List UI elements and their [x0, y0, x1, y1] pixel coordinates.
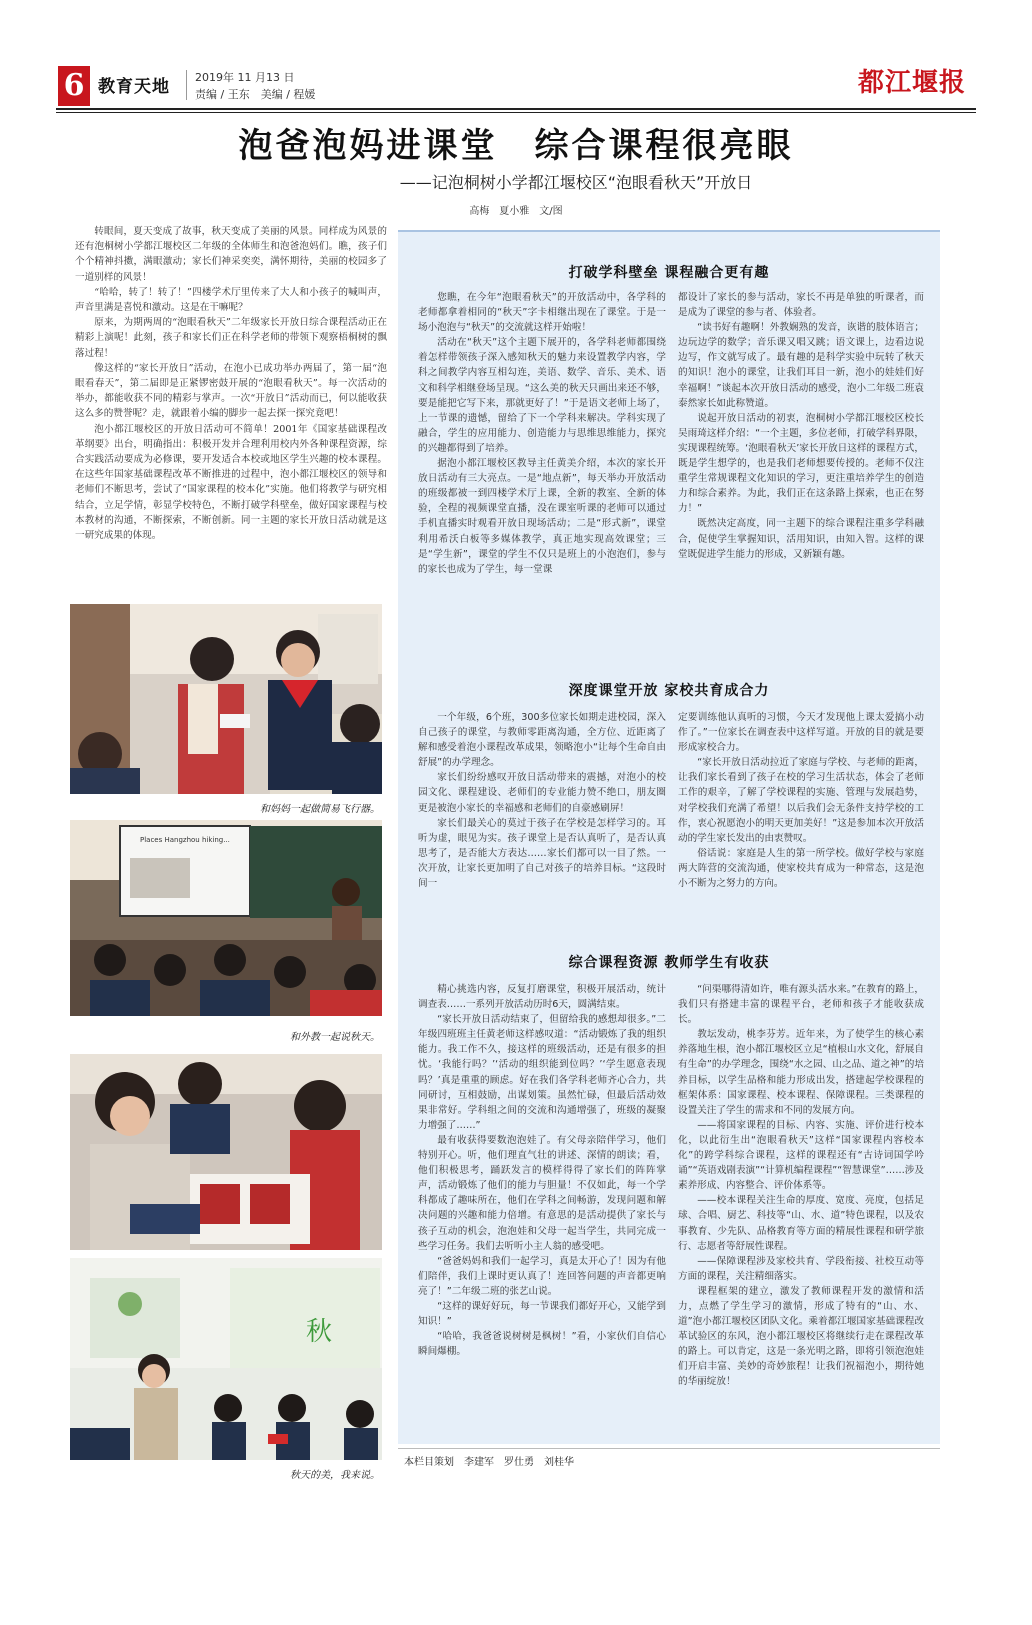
section-paragraph: “家长开放日活动结束了，但留给我的感想却很多。”二年级四班班主任黄老师这样感叹道：“活动锻炼了我的组织能力。我工作不久，接这样的班级活动，还是有很多的担忧。‘我能行吗？’‘活动的组织能到位吗？’‘学生愿意表现吗？’真是重重的顾虑。好在我们各学科老师齐心合力，共同研讨，互相鼓励，出谋划策。虽然忙碌，但最后活动效果非常好。学科组之间的交流和沟通增强了，班级的凝聚力增强了……” [418, 1014, 666, 1131]
section-paragraph: 最有收获得要数泡泡娃了。有父母亲陪伴学习，他们特别开心。听，他们理直气壮的讲述、深情的朗读；看，他们积极思考，踊跃发言的模样得得了家长们的阵阵掌声，活动锻炼了他们的能力与胆量！不仅如此，每一个学科都成了趣味所在，他们在学科之间畅游，发现问题和解决问题的兴趣和能力倍增。有意思的是活动提供了家长与孩子互动的机会，泡泡娃和父母一起当学生，共同完成一些学习任务。我们去听听小主人翁的感受吧。 [418, 1134, 666, 1252]
header-rule [56, 108, 976, 110]
section-paragraph: 课程框架的建立，激发了教师课程开发的激情和活力，点燃了学生学习的激情，形成了特有的“山、水、道”泡小都江堰校区团队文化。乘着都江堰国家基础课程改革试验区的东风，泡小都江堰校区将继续行走在课程改革的路上。可以肯定，这是一条光明之路，即将引领泡泡娃们开启丰富、美妙的奇妙旅程！让我们祝福泡小，期待她的华丽绽放！ [678, 1285, 924, 1388]
section-paragraph: 都设计了家长的参与活动，家长不再是单独的听课者，而是成为了课堂的参与者、体验者。 [678, 292, 924, 319]
section-paragraph: 精心挑选内容，反复打磨课堂，积极开展活动，统计调查表……一系列开放活动历时6天，圆满结束。 [418, 984, 666, 1011]
section-paragraph: 活动在“秋天”这个主题下展开的，各学科老师都围绕着怎样带领孩子深入感知秋天的魅力来设置教学内容，学科之间教学内容互相勾连，美语、数学、音乐、美术、语文和科学相继登场呈现。“这么美的秋天只画出来还不够，要是能把它写下来，那就更好了！”于是语文老师上场了，上一节课的遗憾，留给了下一个学科来解决。学科实现了融合，学生的应用能力、创造能力与思维思维能力，探究的兴趣都得到了培养。 [418, 337, 666, 454]
section-paragraph: “家长开放日活动拉近了家庭与学校、与老师的距离，让我们家长看到了孩子在校的学习生活状态，体会了老师工作的艰辛，了解了学校课程的实施、管理与发展趋势，对学校我们充满了希望！以后我们会无条件支持学校的工作，衷心祝愿泡小的明天更加美好！”这是参加本次开放活动的学生家长发出的由衷赞叹。 [678, 757, 924, 844]
photo-foreign-teacher [70, 820, 382, 1016]
section-paragraph: 家长们纷纷感叹开放日活动带来的震撼，对泡小的校园文化、课程建设、老师们的专业能力赞不绝口，朋友圈更是被泡小家长的幸福感和老师们的自豪感刷屏！ [418, 772, 666, 814]
section-paragraph: 据泡小都江堰校区教导主任黄美介绍，本次的家长开放日活动有三大亮点。一是“地点新”，每天举办开放活动的班级都被一到四楼学术厅上课，全新的教室、全新的体验，全程的视频课堂直播，没在课室听课的老师可以通过手机直播实时观看开放日现场活动；二是“形式新”，课堂利用希沃白板等多媒体教学，真正地实现高效课堂；三是“学生新”，课堂的学生不仅只是班上的小泡泡们，参与的家长也成为了学生，每一堂课 [418, 458, 666, 575]
section-paragraph: 一个年级，6个班，300多位家长如期走进校园，深入自己孩子的课堂，与教师零距离沟通，全方位、近距离了解和感受着泡小课程改革成果，领略泡小“让每个生命自由舒展”的办学理念。 [418, 712, 666, 769]
photo-paper-plane [70, 604, 382, 794]
section-heading-3: 综合课程资源 教师学生有收获 [568, 955, 770, 971]
header-rule-thin [56, 112, 976, 113]
section-3-right-column [678, 982, 924, 1390]
section-paragraph: ——将国家课程的目标、内容、实施、评价进行校本化，以此衍生出“泡眼看秋天”这样“国家课程内容校本化”的跨学科综合课程，这样的课程还有“古诗词国学吟诵”“英语戏剧表演”“计算机编程课程”“智慧课堂”……涉及素养形成、内容整合、评价体系等。 [678, 1119, 924, 1192]
section-2-right-column [678, 710, 924, 891]
section-heading-2: 深度课堂开放 家校共育成合力 [568, 683, 770, 699]
intro-paragraph: 泡小都江堰校区的开放日活动可不简单！2001年《国家基础课程改革纲要》出台，明确指出：积极开发并合理利用校内外各种课程资源，综合实践活动要成为必修课，要开发适合本校或地区学生兴趣的校本课程。在这些年国家基础课程改革不断推进的过程中，泡小都江堰校区的领导和老师们不断思考，尝试了“国家课程的校本化”实施。他们将教学与研究相结合，立足学情，彰显学校特色，不断打破学科壁垒，做好国家课程与校本教材的沟通，不断探索，不断创新。同一主题的家长开放日活动就是这一研究成果的体现。 [75, 423, 387, 542]
section-paragraph: “哈哈，我爸爸说树树是枫树！”看，小家伙们自信心瞬间爆棚。 [418, 1331, 666, 1358]
section-2-left-column [418, 710, 666, 891]
section-heading-1: 打破学科壁垒 课程融合更有趣 [568, 265, 770, 281]
section-paragraph: 您瞧，在今年“泡眼看秋天”的开放活动中，各学科的老师都拿着相同的“秋天”字卡相继出现在了课堂。于是一场小泡泡与“秋天”的交流就这样开始啦！ [418, 292, 666, 334]
photo-caption: 和外教一起说秋天。 [290, 1032, 380, 1043]
photo-caption: 和妈妈一起做简易飞行器。 [260, 804, 380, 815]
photo-autumn-speech [70, 1258, 382, 1460]
intro-paragraph: 原来，为期两周的“泡眼看秋天”二年级家长开放日综合课程活动正在精彩上演呢！此刻，孩子和家长们正在科学老师的带领下观察梧桐树的飘落过程！ [75, 317, 387, 359]
section-paragraph: “这样的课好好玩，每一节课我们都好开心，又能学到知识！” [418, 1300, 666, 1328]
section-paragraph: 家长们最关心的莫过于孩子在学校是怎样学习的。耳听为虚，眼见为实。孩子课堂上是否认真听了，是否认真思考了，是否能大方表达……家长们都可以一目了然。一次开放，让家长更加明了自己对孩子的培养目标。“这段时间一 [418, 817, 666, 890]
header-divider [186, 70, 187, 100]
intro-paragraph: 像这样的“家长开放日”活动，在泡小已成功举办两届了，第一届“泡眼看春天”，第二届即是正紧锣密鼓开展的“泡眼看秋天”。每一次活动的举办，都能收获不同的精彩与掌声。一次“开放日”活动而已，何以能收获这么多的赞誉呢？走，就跟着小编的脚步一起去探一探究竟吧！ [75, 362, 387, 420]
section-paragraph: 俗话说：家庭是人生的第一所学校。做好学校与家庭两大阵营的交流沟通，使家校共育成为一种常态，这是泡小不断为之努力的方向。 [678, 847, 924, 890]
intro-paragraph: “哈哈，转了！转了！”四楼学术厅里传来了大人和小孩子的喊叫声，声音里满是喜悦和激动。这是在干嘛呢？ [75, 286, 387, 314]
section-paragraph: 说起开放日活动的初衷，泡桐树小学都江堰校区校长吴雨琦这样介绍：“一个主题，多位老师，打破学科界限，实现课程统筹。‘泡眼看秋天’家长开放日这样的课程方式，既是学生想学的，也是我们老师想要传授的。老师不仅注重学生常规课程文化知识的学习，更注重培养学生的创造力和综合素养。为此，我们正在这条路上探索，也正在努力！” [678, 412, 924, 515]
section-paragraph: ——校本课程关注生命的厚度、宽度、亮度，包括足球、合唱、厨艺、科技等“山、水、道”特色课程，以及农事教育、少先队、品格教育等方面的精展性课程和研学旅行、志愿者等舒展性课程。 [678, 1195, 924, 1252]
section-name: 教育天地 [98, 77, 170, 97]
article-byline: 高梅 夏小雅 文/图 [469, 206, 563, 217]
issue-date: 2019年 11 月13 日 [195, 71, 295, 84]
photo-caption: 秋天的美，我来说。 [290, 1470, 380, 1481]
board-text: Places Hangzhou hiking... [140, 836, 230, 844]
page-number: 6 [58, 66, 90, 106]
photo-writing-mom [70, 1054, 382, 1250]
section-1-left-column [418, 290, 666, 577]
intro-paragraph: 转眼间，夏天变成了故事，秋天变成了美丽的风景。同样成为风景的还有泡桐树小学都江堰校区二年级的全体师生和泡爸泡妈们。瞧，孩子们个个精神抖擞，满眼激动；家长们神采奕奕，满怀期待，美丽的校园多了一道别样的风景！ [75, 226, 387, 283]
section-paragraph: 教坛发动，桃李芬芳。近年来，为了使学生的核心素养落地生根，泡小都江堰校区立足“植根山水文化，舒展自有生命”的办学理念，围绕“水之园、山之品、道之神”的培养目标，以学生品格和能力形成出发，搭建起学校课程的框架体系：国家课程、校本课程、保障课程。三类课程的设置关注了学生的需求和不同的发展方向。 [678, 1029, 924, 1116]
section-paragraph: “读书好有趣啊！外教娴熟的发音，诙谐的肢体语言；边玩边学的数学；音乐课又唱又跳；语文课上，边看边说边写，作文就写成了。最有趣的是科学实验中玩转了秋天的知识！泡小的课堂，让我们耳目一新，泡小的娃娃们好幸福啊！”谈起本次开放日活动的感受，泡小二年级二班袁泰然家长如此称赞道。 [678, 322, 924, 409]
section-paragraph: 既然决定高度，同一主题下的综合课程注重多学科融合，促使学生掌握知识，活用知识，由知入智。这样的课堂既促进学生能力的形成，又新颖有趣。 [678, 518, 924, 560]
svg-text:秋: 秋 [306, 1317, 333, 1347]
section-3-left-column [418, 982, 666, 1359]
section-1-right-column [678, 290, 924, 562]
footer-rule [398, 1448, 940, 1449]
section-paragraph: 定要训练他认真听的习惯，今天才发现他上课太爱搞小动作了。”一位家长在调查表中这样写道。开放的目的就是要形成家校合力。 [678, 712, 924, 754]
intro-text [75, 224, 387, 543]
section-paragraph: “爸爸妈妈和我们一起学习，真是太开心了！因为有他们陪伴，我们上课时更认真了！连回答问题的声音都更响亮了！”二年级二班的张艺山说。 [418, 1255, 666, 1297]
editors-credit: 责编 / 王东 美编 / 程媛 [195, 88, 316, 101]
section-paragraph: “问渠哪得清如许，唯有源头活水来。”在教育的路上，我们只有搭建丰富的课程平台，老师和孩子才能收获成长。 [678, 984, 924, 1026]
article-subtitle: ——记泡桐树小学都江堰校区“泡眼看秋天”开放日 [399, 173, 753, 192]
section-paragraph: ——保障课程涉及家校共育、学段衔接、社校互动等方面的课程，关注精细落实。 [678, 1255, 924, 1282]
article-title: 泡爸泡妈进课堂 综合课程很亮眼 [238, 126, 794, 166]
newspaper-logo: 都江堰报 [858, 68, 967, 98]
page-footer-credits: 本栏目策划 李建军 罗仕勇 刘桂华 [404, 1457, 574, 1468]
